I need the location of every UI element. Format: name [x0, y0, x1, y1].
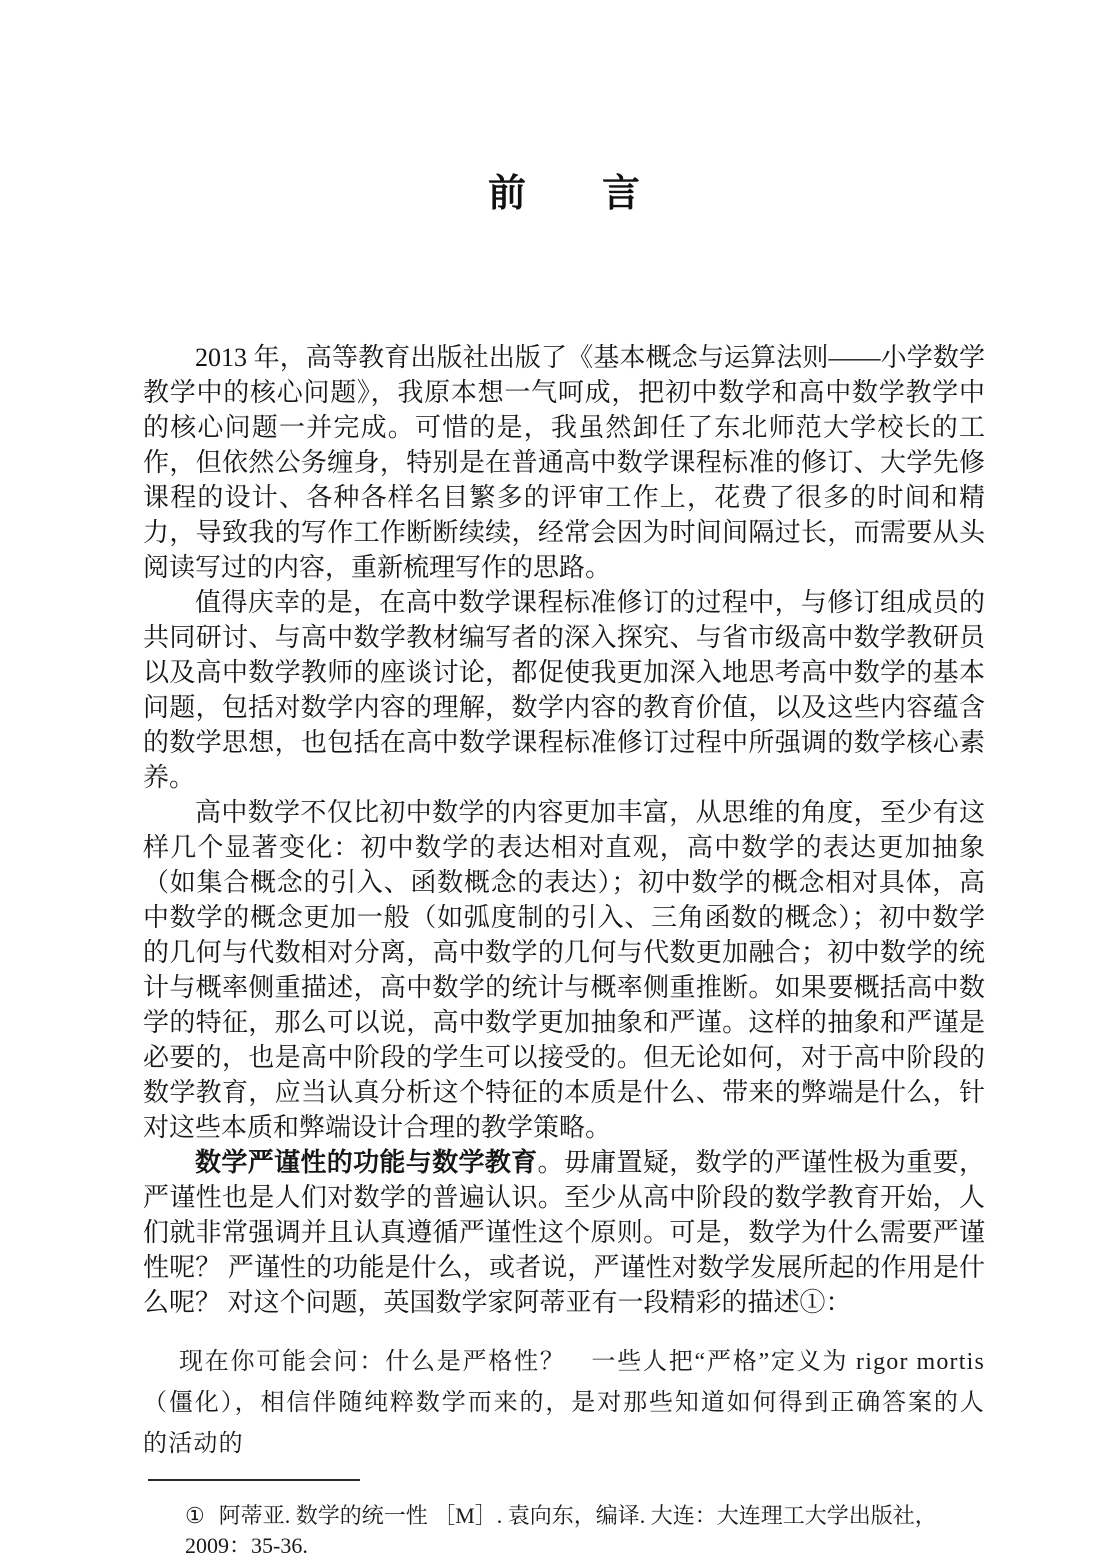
footnote	[143, 1501, 985, 1561]
paragraph-1: 2013 年，高等教育出版社出版了《基本概念与运算法则——小学数学教学中的核心问题》，我原本想一气呵成，把初中数学和高中数学教学中的核心问题一并完成。可惜的是，我虽然卸任了东北师范大学校长的工作，但依然公务缠身，特别是在普通高中数学课程标准的修订、大学先修课程的设计、各种各样名目繁多的评审工作上，花费了很多的时间和精力，导致我的写作工作断断续续，经常会因为时间间隔过长，而需要从头阅读写过的内容，重新梳理写作的思路。	[143, 343, 985, 582]
run-in-heading: 数学严谨性的功能与数学教育	[195, 1147, 538, 1177]
paragraph-3: 高中数学不仅比初中数学的内容更加丰富，从思维的角度，至少有这样几个显著变化：初中数学的表达相对直观，高中数学的表达更加抽象（如集合概念的引入、函数概念的表达）；初中数学的概念相对具体，高中数学的概念更加一般（如弧度制的引入、三角函数的概念）；初中数学的几何与代数相对分离，高中数学的几何与代数更加融合；初中数学的统计与概率侧重描述，高中数学的统计与概率侧重推断。如果要概括高中数学的特征，那么可以说，高中数学更加抽象和严谨。这样的抽象和严谨是必要的，也是高中阶段的学生可以接受的。但无论如何，对于高中阶段的数学教育，应当认真分析这个特征的本质是什么、带来的弊端是什么，针对这些本质和弊端设计合理的教学策略。	[143, 798, 985, 1142]
page-title: 前 言	[487, 173, 640, 215]
quotation-paragraph: 现在你可能会问：什么是严格性？ 一些人把“严格”定义为 rigor mortis（僵化），相信伴随纯粹数学而来的，是对那些知道如何得到正确答案的人的活动的	[143, 1349, 985, 1457]
footnote-text: 阿蒂亚. 数学的统一性 ［M］. 袁向东，编译. 大连：大连理工大学出版社，2009：35-36.	[185, 1503, 937, 1558]
paragraph-4	[143, 1145, 985, 1320]
footnote-marker: ①	[185, 1503, 205, 1528]
footnote-rule	[148, 1479, 360, 1481]
paragraph-2: 值得庆幸的是，在高中数学课程标准修订的过程中，与修订组成员的共同研讨、与高中数学教材编写者的深入探究、与省市级高中数学教研员以及高中数学教师的座谈讨论，都促使我更加深入地思考高中数学的基本问题，包括对数学内容的理解，数学内容的教育价值，以及这些内容蕴含的数学思想，也包括在高中数学课程标准修订过程中所强调的数学核心素养。	[143, 588, 985, 792]
paragraph-4-text: 。毋庸置疑，数学的严谨性极为重要，严谨性也是人们对数学的普遍认识。至少从高中阶段的数学教育开始，人们就非常强调并且认真遵循严谨性这个原则。可是，数学为什么需要严谨性呢？ 严谨性的功能是什么，或者说，严谨性对数学发展所起的作用是什么呢？ 对这个问题，英国数学家阿蒂亚有一段精彩的描述①：	[143, 1148, 985, 1317]
